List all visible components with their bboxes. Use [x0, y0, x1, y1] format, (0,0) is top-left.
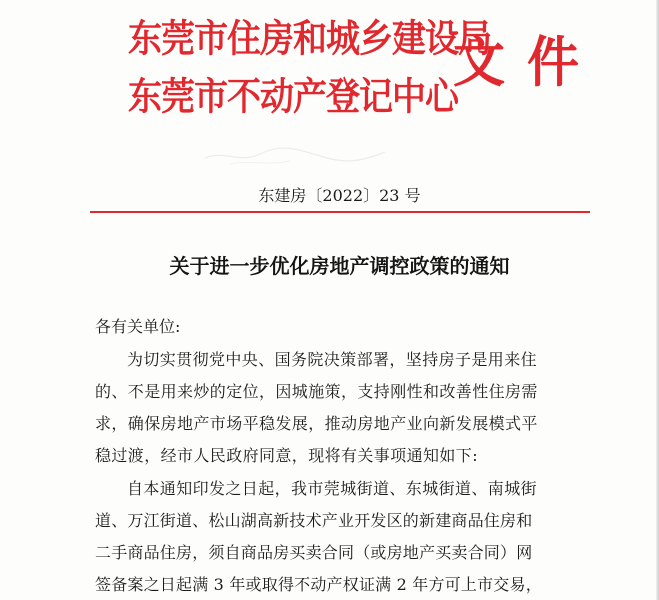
issuer-name-registration-center: 东莞市不动产登记中心	[128, 74, 458, 120]
salutation: 各有关单位:	[95, 317, 181, 336]
paragraph-2-line: 自本通知印发之日起，我市莞城街道、东城街道、南城街	[127, 479, 538, 498]
paragraph-2-line: 签备案之日起满 3 年或取得不动产权证满 2 年方可上市交易，	[95, 575, 542, 594]
document-type-label: 文件	[453, 30, 602, 95]
document-number: 东建房〔2022〕23 号	[258, 186, 421, 205]
paragraph-1-line: 的、不是用来炒的定位，因城施策，支持刚性和改善性住房需	[95, 382, 538, 401]
faint-scan-marks	[200, 140, 390, 170]
paragraph-2-line: 二手商品住房，须自商品房买卖合同（或房地产买卖合同）网	[95, 543, 533, 562]
red-header-divider	[90, 211, 590, 213]
paragraph-1-line: 稳过渡，经市人民政府同意，现将有关事项通知如下:	[95, 446, 478, 465]
paragraph-2-line: 道、万江街道、松山湖高新技术产业开发区的新建商品住房和	[95, 511, 533, 530]
issuer-name-housing-bureau: 东莞市住房和城乡建设局	[128, 16, 491, 62]
paragraph-1-line: 为切实贯彻党中央、国务院决策部署，坚持房子是用来住	[127, 350, 538, 369]
paragraph-1-line: 求，确保房地产市场平稳发展，推动房地产业向新发展模式平	[95, 414, 538, 433]
notice-title: 关于进一步优化房地产调控政策的通知	[169, 254, 510, 278]
